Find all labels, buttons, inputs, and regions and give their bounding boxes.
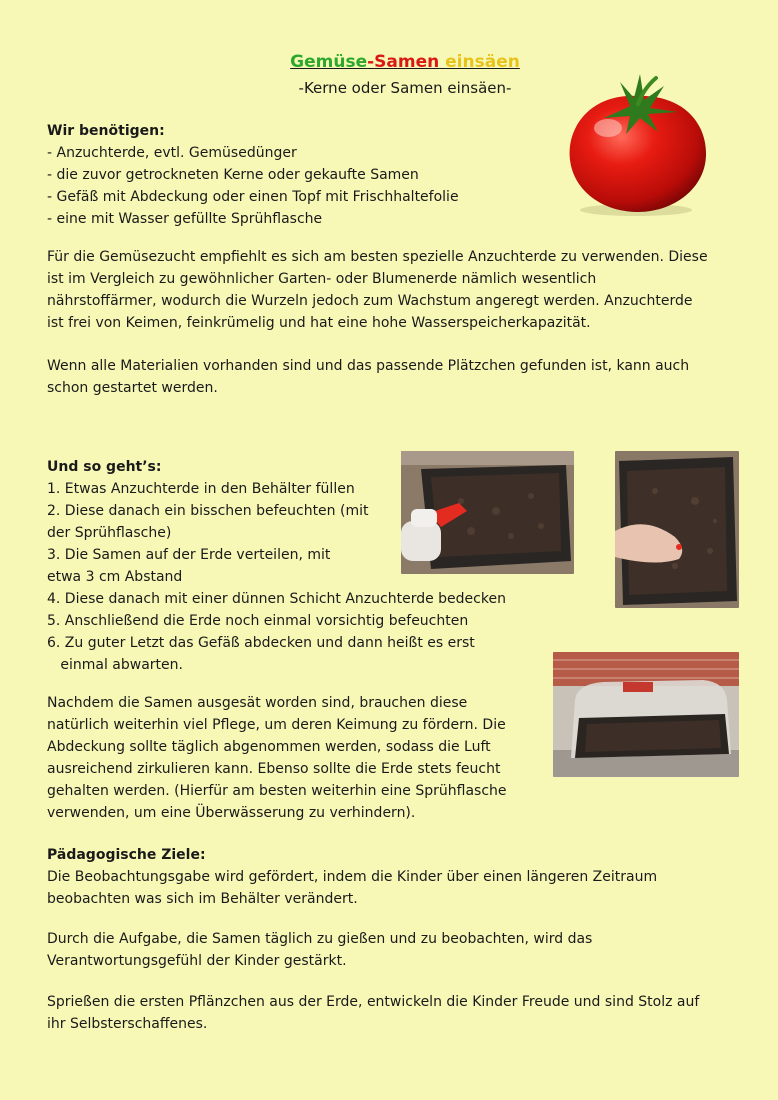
text-line: verwenden, um eine Überwässerung zu verhindern). <box>47 805 416 821</box>
text-line: schon gestartet werden. <box>47 380 218 396</box>
care-paragraph <box>47 692 507 824</box>
goals-heading: Pädagogische Ziele: <box>47 847 206 863</box>
text-line: ihr Selbsterschaffenes. <box>47 1016 208 1032</box>
title-part-einsaeen: einsäen <box>445 52 520 72</box>
tomato-image <box>560 68 712 218</box>
step-line: einmal abwarten. <box>47 657 183 673</box>
text-line: ist frei von Keimen, feinkrümelig und hat eine hohe Wasserspeicherkapazität. <box>47 315 591 331</box>
text-line: Verantwortungsgefühl der Kinder gestärkt. <box>47 953 347 969</box>
photo-placing-seeds <box>615 451 739 608</box>
step-line: 6. Zu guter Letzt das Gefäß abdecken und dann heißt es erst <box>47 635 475 651</box>
intro-paragraph <box>47 246 708 334</box>
step-line: 2. Diese danach ein bisschen befeuchten (mit <box>47 503 369 519</box>
text-line: ist im Vergleich zu gewöhnlicher Garten- oder Blumenerde nämlich wesentlich <box>47 271 597 287</box>
text-line: Nachdem die Samen ausgesät worden sind, brauchen diese <box>47 695 468 711</box>
text-line: nährstoffärmer, wodurch die Wurzeln jedoch zum Wachstum angeregt werden. Anzuchterde <box>47 293 693 309</box>
howto-heading: Und so geht’s: <box>47 459 162 475</box>
materials-heading: Wir benötigen: <box>47 123 165 139</box>
photo-covered-container <box>553 652 739 777</box>
text-line: Abdeckung sollte täglich abgenommen werden, sodass die Luft <box>47 739 491 755</box>
text-line: Durch die Aufgabe, die Samen täglich zu gießen und zu beobachten, wird das <box>47 931 593 947</box>
title-part-gemuese: Gemüse <box>290 52 368 72</box>
text-line: Für die Gemüsezucht empfiehlt es sich am besten spezielle Anzuchterde zu verwenden. Diese <box>47 249 708 265</box>
text-line: ausreichend zirkulieren kann. Ebenso sollte die Erde stets feucht <box>47 761 501 777</box>
photo-spraying-soil <box>401 451 574 574</box>
title-dash: - <box>367 52 375 72</box>
text-line: Die Beobachtungsgabe wird gefördert, indem die Kinder über einen längeren Zeitraum <box>47 869 658 885</box>
page-subtitle: -Kerne oder Samen einsäen- <box>298 79 512 97</box>
step-line: etwa 3 cm Abstand <box>47 569 183 585</box>
title-part-samen: Samen <box>374 52 440 72</box>
goals-paragraph-pride <box>47 991 699 1035</box>
list-item: - Gefäß mit Abdeckung oder einen Topf mit Frischhaltefolie <box>47 189 459 205</box>
text-line: Sprießen die ersten Pflänzchen aus der Erde, entwickeln die Kinder Freude und sind Stolz auf <box>47 994 700 1010</box>
list-item: - Anzuchterde, evtl. Gemüsedünger <box>47 145 297 161</box>
materials-section <box>47 120 459 230</box>
start-paragraph <box>47 355 689 399</box>
step-line: 3. Die Samen auf der Erde verteilen, mit <box>47 547 331 563</box>
list-item: - die zuvor getrockneten Kerne oder gekaufte Samen <box>47 167 419 183</box>
text-line: natürlich weiterhin viel Pflege, um deren Keimung zu fördern. Die <box>47 717 506 733</box>
goals-section <box>47 844 657 910</box>
list-item: - eine mit Wasser gefüllte Sprühflasche <box>47 211 323 227</box>
goals-paragraph-responsibility <box>47 928 592 972</box>
step-line: der Sprühflasche) <box>47 525 172 541</box>
step-line: 5. Anschließend die Erde noch einmal vorsichtig befeuchten <box>47 613 469 629</box>
step-line: 4. Diese danach mit einer dünnen Schicht Anzuchterde bedecken <box>47 591 506 607</box>
text-line: Wenn alle Materialien vorhanden sind und das passende Plätzchen gefunden ist, kann auch <box>47 358 690 374</box>
text-line: beobachten was sich im Behälter verändert. <box>47 891 358 907</box>
text-line: gehalten werden. (Hierfür am besten weiterhin eine Sprühflasche <box>47 783 507 799</box>
materials-list <box>47 142 459 230</box>
step-line: 1. Etwas Anzuchterde in den Behälter füllen <box>47 481 355 497</box>
